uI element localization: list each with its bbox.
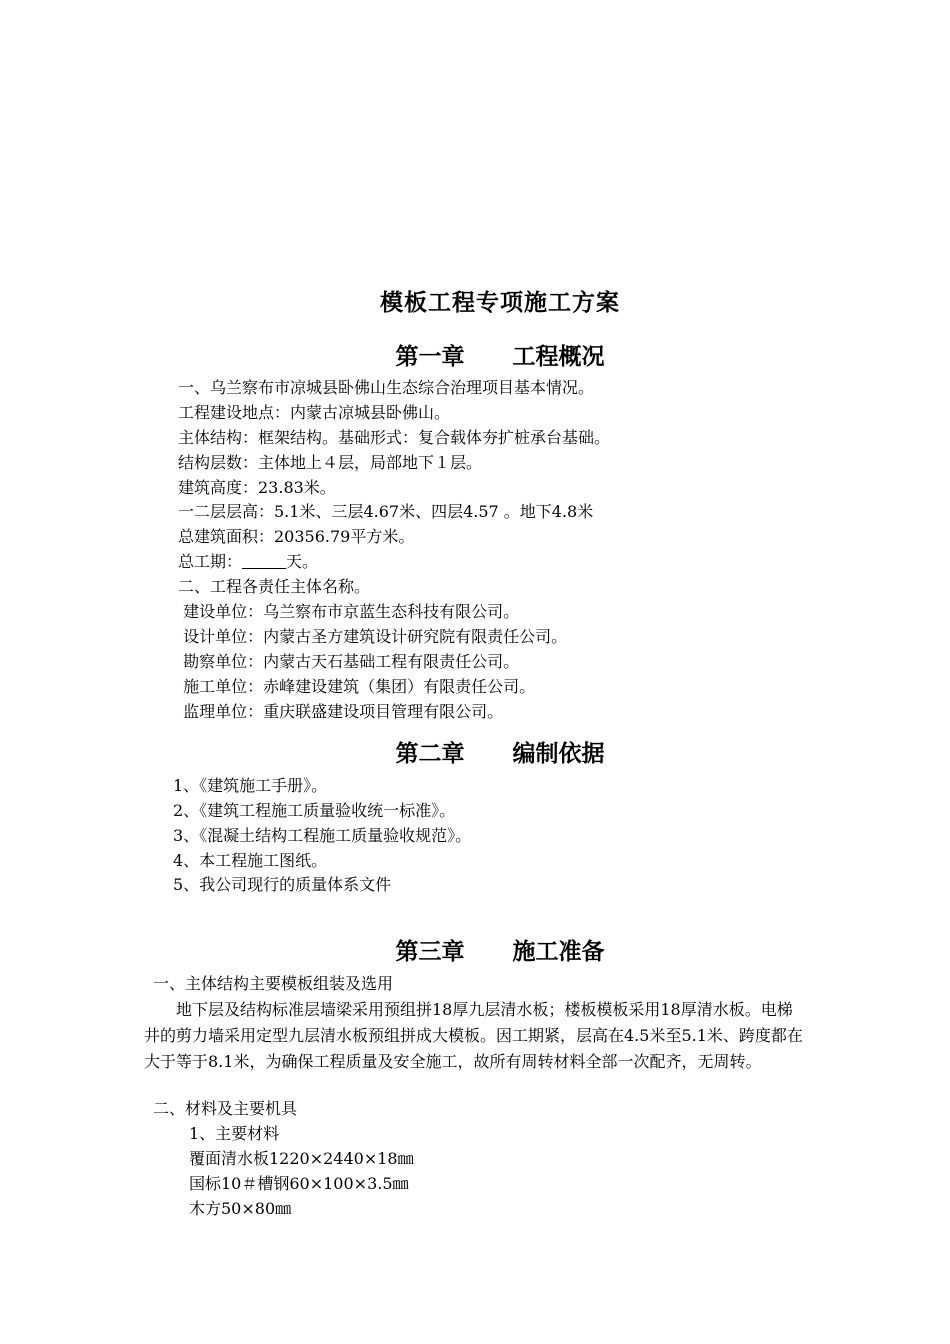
total-period-label: 总工期： xyxy=(178,552,243,571)
chapter-2-heading: 第二章 编制依据 xyxy=(395,741,605,767)
chapter-3-heading: 第三章 施工准备 xyxy=(395,939,605,965)
total-period-blank xyxy=(242,552,286,569)
responsibility-line: 勘察单位：内蒙古天石基础工程有限责任公司。 xyxy=(178,652,520,671)
material-item: 国标10＃槽钢60×100×3.5㎜ xyxy=(189,1174,409,1193)
responsibility-heading: 二、工程各责任主体名称。 xyxy=(178,577,371,596)
basis-item: 3、《混凝土结构工程施工质量验收规范》。 xyxy=(173,826,472,845)
project-info-line: 主体结构：框架结构。基础形式：复合载体夯扩桩承台基础。 xyxy=(178,428,611,447)
project-info-line: 总建筑面积：20356.79平方米。 xyxy=(178,527,415,546)
project-info-line: 一、乌兰察布市凉城县卧佛山生态综合治理项目基本情况。 xyxy=(178,378,595,397)
section-paragraph: 地下层及结构标准层墙梁采用预组拼18厚九层清水板；楼板模板采用18厚清水板。电梯井的剪力墙采用定型九层清水板预组拼成大模板。因工期紧，层高在4.5米至5.1米、跨度都在大于等于8.1米，为确保工程质量及安全施工，故所有周转材料全部一次配齐，无周转。 xyxy=(144,1000,803,1071)
basis-item: 4、本工程施工图纸。 xyxy=(173,851,328,870)
total-period-line xyxy=(178,550,318,574)
section-heading: 二、材料及主要机具 xyxy=(153,1099,298,1118)
document-title: 模板工程专项施工方案 xyxy=(380,290,620,316)
responsibility-line: 施工单位：赤峰建设建筑（集团）有限责任公司。 xyxy=(178,677,536,696)
subsection-heading: 1、主要材料 xyxy=(189,1124,280,1143)
project-info-line: 结构层数：主体地上４层，局部地下１层。 xyxy=(178,453,483,472)
total-period-unit: 天。 xyxy=(286,552,319,571)
basis-item: 1、《建筑施工手册》。 xyxy=(173,776,328,795)
basis-item: 5、我公司现行的质量体系文件 xyxy=(173,875,392,894)
section-heading: 一、主体结构主要模板组装及选用 xyxy=(153,974,394,993)
responsibility-line: 设计单位：内蒙古圣方建筑设计研究院有限责任公司。 xyxy=(178,627,568,646)
project-info-line: 一二层层高：5.1米、三层4.67米、四层4.57 。地下4.8米 xyxy=(178,502,594,521)
basis-item: 2、《建筑工程施工质量验收统一标准》。 xyxy=(173,801,456,820)
material-item: 木方50×80㎜ xyxy=(189,1199,292,1218)
project-info-line: 建筑高度：23.83米。 xyxy=(178,478,336,497)
responsibility-line: 监理单位：重庆联盛建设项目管理有限公司。 xyxy=(178,702,504,721)
material-item: 覆面清水板1220×2440×18㎜ xyxy=(189,1149,414,1168)
project-info-line: 工程建设地点：内蒙古凉城县卧佛山。 xyxy=(178,403,451,422)
responsibility-line: 建设单位：乌兰察布市京蓝生态科技有限公司。 xyxy=(178,602,520,621)
chapter-1-heading: 第一章 工程概况 xyxy=(395,344,605,370)
